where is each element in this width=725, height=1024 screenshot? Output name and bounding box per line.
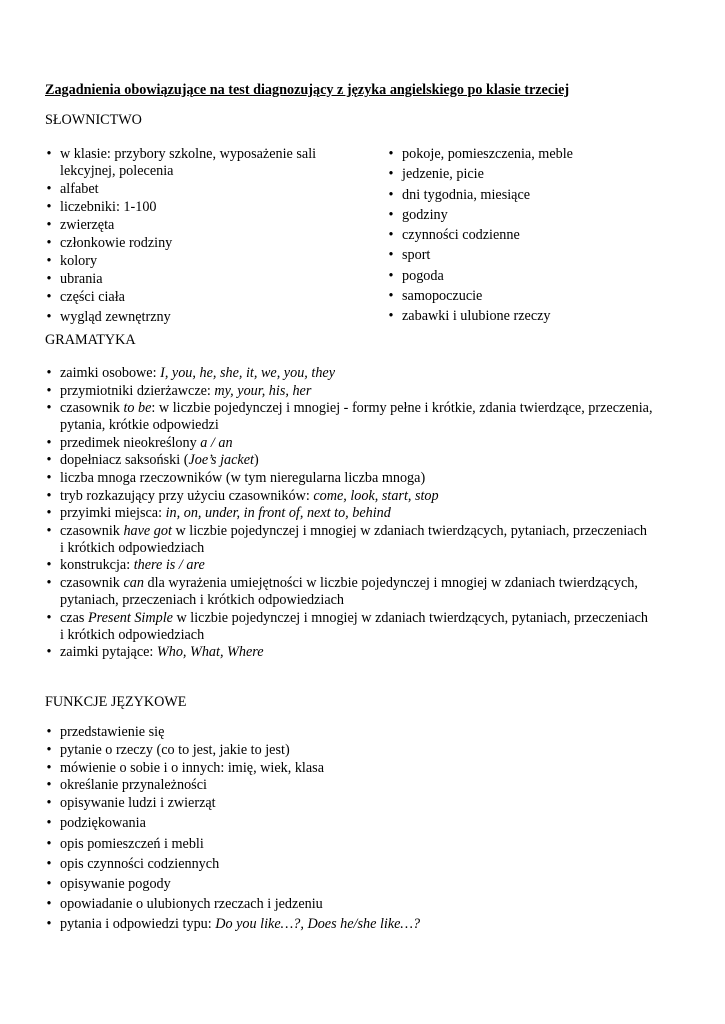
- list-item-text: części ciała: [60, 289, 125, 305]
- list-item-text: opisywanie ludzi i zwierząt: [60, 795, 216, 812]
- list-item-example: come, look, start, stop: [313, 487, 439, 504]
- list-item-text-tail: ): [253, 452, 259, 469]
- list-item-example: have got: [123, 522, 172, 539]
- bullet-icon: •: [46, 271, 52, 287]
- list-item-text-continued: pytaniach, przeczeniach i krótkich odpowiedziach: [60, 591, 345, 608]
- list-item-example: Joe’s jacket: [188, 452, 254, 469]
- bullet-icon: •: [46, 855, 52, 872]
- list-item-text: liczba mnoga rzeczowników (w tym nieregularna liczba mnoga): [60, 469, 426, 486]
- list-item-text: ubrania: [60, 271, 103, 287]
- list-item: [44, 575, 694, 609]
- list-item-text: opowiadanie o ulubionych rzeczach i jedzeniu: [60, 896, 323, 913]
- list-item-text: dni tygodnia, miesiące: [402, 186, 531, 203]
- bullet-icon: •: [46, 557, 52, 574]
- bullet-icon: •: [46, 644, 52, 661]
- bullet-icon: •: [46, 181, 52, 197]
- list-item-text: czasownik: [60, 400, 124, 417]
- list-item-text-tail: : w liczbie pojedynczej i mnogiej - formy pełne i krótkie, zdania twierdzące, przeczenia,: [151, 400, 653, 417]
- list-item-example: there is / are: [133, 557, 205, 574]
- list-item-text: przymiotniki dzierżawcze:: [60, 382, 215, 399]
- list-item-text: czynności codzienne: [402, 227, 520, 244]
- list-item: [44, 815, 694, 832]
- list-item: [44, 610, 694, 644]
- list-item-text: opisywanie pogody: [60, 875, 171, 892]
- list-item-text: godziny: [402, 206, 448, 223]
- list-item-text-continued: i krótkich odpowiedziach: [60, 626, 205, 643]
- list-item-example: a / an: [200, 434, 233, 451]
- list-item: [44, 383, 694, 400]
- list-item: [44, 452, 694, 469]
- list-item-text: zwierzęta: [60, 217, 115, 233]
- document-title: Zagadnienia obowiązujące na test diagnozujący z języka angielskiego po klasie trzeciej: [45, 82, 570, 98]
- list-item-text: sport: [402, 247, 431, 264]
- list-item-text: pogoda: [402, 267, 444, 284]
- list-item: [386, 247, 686, 264]
- bullet-icon: •: [46, 309, 52, 325]
- bullet-icon: •: [46, 724, 52, 740]
- list-item-text: liczebniki: 1-100: [60, 199, 157, 215]
- list-item-text: jedzenie, picie: [402, 166, 484, 183]
- list-item: [44, 856, 694, 873]
- list-item: [386, 268, 686, 285]
- list-item: [44, 644, 694, 661]
- list-item: [44, 235, 344, 252]
- list-item-text: samopoczucie: [402, 288, 483, 305]
- list-item: [386, 227, 686, 244]
- list-item: [44, 724, 694, 741]
- bullet-icon: •: [388, 308, 394, 325]
- section-heading-grammar: GRAMATYKA: [45, 332, 136, 348]
- list-item-example: my, your, his, her: [214, 382, 312, 399]
- vocabulary-list-right: [386, 146, 686, 325]
- list-item-text: czas: [60, 609, 88, 626]
- bullet-icon: •: [388, 166, 394, 183]
- list-item-text: dopełniacz saksoński (: [60, 452, 189, 469]
- bullet-icon: •: [46, 795, 52, 812]
- list-item: [44, 470, 694, 487]
- bullet-icon: •: [46, 815, 52, 832]
- bullet-icon: •: [46, 916, 52, 933]
- list-item: [44, 181, 344, 198]
- list-item-text: opis czynności codziennych: [60, 855, 220, 872]
- list-item-example: in, on, under, in front of, next to, behind: [165, 505, 391, 522]
- list-item-text: czasownik: [60, 522, 124, 539]
- bullet-icon: •: [46, 146, 52, 162]
- bullet-icon: •: [46, 469, 52, 486]
- list-item-text: kolory: [60, 253, 98, 269]
- list-item: [44, 523, 694, 557]
- vocabulary-list-left: [44, 146, 344, 326]
- list-item: [44, 795, 694, 812]
- list-item-text-tail: dla wyrażenia umiejętności w liczbie pojedynczej i mnogiej w zdaniach twierdzących,: [143, 574, 638, 591]
- list-item-text: podziękowania: [60, 815, 146, 832]
- list-item-text: wygląd zewnętrzny: [60, 309, 171, 325]
- bullet-icon: •: [388, 186, 394, 203]
- list-item-example: I, you, he, she, it, we, you, they: [160, 365, 336, 381]
- bullet-icon: •: [46, 522, 52, 539]
- list-item: [386, 308, 686, 325]
- list-item: [386, 187, 686, 204]
- list-item-text: zabawki i ulubione rzeczy: [402, 308, 551, 325]
- list-item: [44, 557, 694, 574]
- bullet-icon: •: [46, 365, 52, 381]
- bullet-icon: •: [46, 505, 52, 522]
- list-item-text-continued: lekcyjnej, polecenia: [60, 163, 174, 179]
- bullet-icon: •: [46, 434, 52, 451]
- list-item: [386, 146, 686, 163]
- section-heading-vocabulary: SŁOWNICTWO: [45, 112, 142, 128]
- list-item-text-continued: pytania, krótkie odpowiedzi: [60, 417, 219, 434]
- bullet-icon: •: [46, 235, 52, 251]
- list-item: [44, 365, 694, 382]
- list-item: [386, 288, 686, 305]
- list-item: [44, 760, 694, 777]
- list-item-example: Present Simple: [87, 609, 173, 626]
- list-item-example: to be: [123, 400, 152, 417]
- bullet-icon: •: [388, 146, 394, 162]
- list-item-text: w klasie: przybory szkolne, wyposażenie sali: [60, 146, 317, 162]
- list-item-text-continued: i krótkich odpowiedziach: [60, 539, 205, 556]
- bullet-icon: •: [46, 609, 52, 626]
- list-item: [44, 916, 694, 933]
- list-item-text-tail: w liczbie pojedynczej i mnogiej w zdaniach twierdzących, pytaniach, przeczeniach: [171, 522, 647, 539]
- list-item: [44, 289, 344, 306]
- list-item: [44, 253, 344, 270]
- section-heading-functions: FUNKCJE JĘZYKOWE: [45, 694, 187, 710]
- list-item-text: pytanie o rzeczy (co to jest, jakie to jest): [60, 741, 290, 758]
- bullet-icon: •: [46, 452, 52, 469]
- list-item: [44, 217, 344, 234]
- list-item: [44, 505, 694, 522]
- list-item: [386, 166, 686, 183]
- bullet-icon: •: [388, 206, 394, 223]
- bullet-icon: •: [46, 400, 52, 417]
- list-item-text: pokoje, pomieszczenia, meble: [402, 146, 573, 162]
- list-item: [44, 876, 694, 893]
- list-item: [386, 207, 686, 224]
- bullet-icon: •: [46, 777, 52, 794]
- functions-list: [44, 724, 694, 937]
- list-item-text: mówienie o sobie i o innych: imię, wiek, klasa: [60, 759, 324, 776]
- list-item-example: Who, What, Where: [156, 644, 264, 661]
- list-item-text: alfabet: [60, 181, 99, 197]
- list-item: [44, 777, 694, 794]
- bullet-icon: •: [388, 227, 394, 244]
- list-item: [44, 400, 694, 434]
- bullet-icon: •: [46, 253, 52, 269]
- bullet-icon: •: [388, 267, 394, 284]
- list-item-text: przedimek nieokreślony: [60, 434, 201, 451]
- list-item-text: opis pomieszczeń i mebli: [60, 835, 204, 852]
- list-item-text: członkowie rodziny: [60, 235, 173, 251]
- list-item: [44, 435, 694, 452]
- bullet-icon: •: [46, 574, 52, 591]
- list-item-text: określanie przynależności: [60, 777, 207, 794]
- bullet-icon: •: [388, 288, 394, 305]
- list-item-text: czasownik: [60, 574, 124, 591]
- list-item-text: pytania i odpowiedzi typu:: [60, 916, 216, 933]
- list-item-text: konstrukcja:: [60, 557, 134, 574]
- list-item: [44, 488, 694, 505]
- bullet-icon: •: [46, 382, 52, 399]
- bullet-icon: •: [388, 247, 394, 264]
- bullet-icon: •: [46, 741, 52, 758]
- list-item: [44, 146, 344, 180]
- bullet-icon: •: [46, 199, 52, 215]
- bullet-icon: •: [46, 875, 52, 892]
- bullet-icon: •: [46, 289, 52, 305]
- bullet-icon: •: [46, 759, 52, 776]
- bullet-icon: •: [46, 896, 52, 913]
- list-item-example: Do you like…?, Does he/she like…?: [215, 916, 421, 933]
- list-item: [44, 271, 344, 288]
- grammar-list: [44, 365, 694, 662]
- bullet-icon: •: [46, 487, 52, 504]
- list-item-example: can: [123, 574, 144, 591]
- list-item-text: przedstawienie się: [60, 724, 165, 740]
- list-item-text-tail: w liczbie pojedynczej i mnogiej w zdaniach twierdzących, pytaniach, przeczeniach: [172, 609, 649, 626]
- list-item: [44, 309, 344, 326]
- list-item: [44, 742, 694, 759]
- bullet-icon: •: [46, 835, 52, 852]
- list-item: [44, 896, 694, 913]
- list-item: [44, 199, 344, 216]
- list-item-text: zaimki osobowe:: [60, 365, 161, 381]
- list-item-text: zaimki pytające:: [60, 644, 157, 661]
- list-item: [44, 836, 694, 853]
- bullet-icon: •: [46, 217, 52, 233]
- list-item-text: przyimki miejsca:: [60, 505, 166, 522]
- list-item-text: tryb rozkazujący przy użyciu czasowników:: [60, 487, 314, 504]
